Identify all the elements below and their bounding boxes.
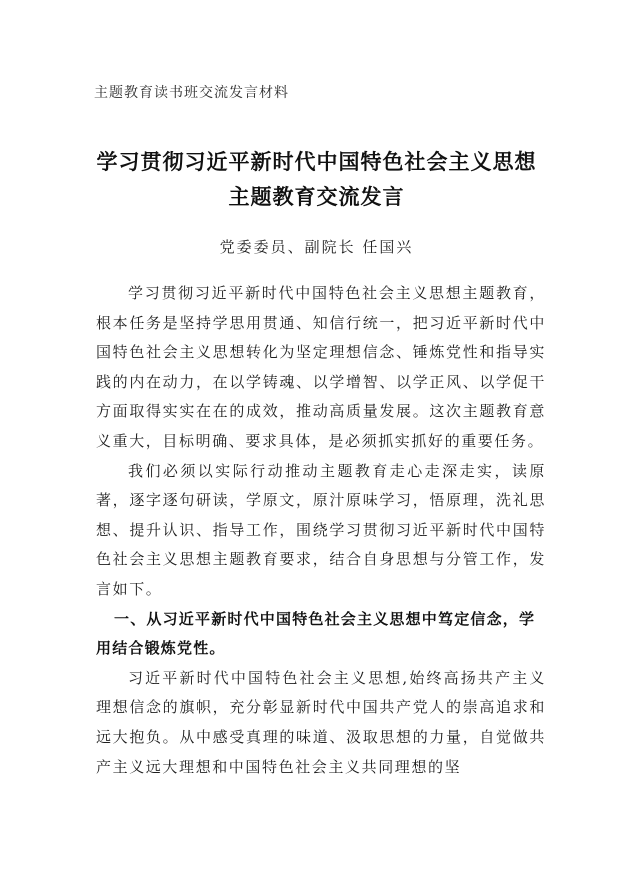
section-heading-1: 一、从习近平新时代中国特色社会主义思想中笃定信念，学用结合锻炼党性。 bbox=[96, 609, 536, 658]
document-title-line-2: 主题教育交流发言 bbox=[228, 185, 405, 209]
section-paragraph-1: 习近平新时代中国特色社会主义思想,始终高扬共产主义理想信念的旗帜，充分彰显新时代中国共产党人的崇高追求和远大抱负。从中感受真理的味道、汲取思想的力量，自觉做共产主义远大理想和中国特色社会主义共同理想的坚 bbox=[96, 668, 546, 776]
author-byline: 党委委员、副院长 任国兴 bbox=[219, 238, 414, 256]
document-title-line-1: 学习贯彻习近平新时代中国特色社会主义思想 bbox=[96, 150, 537, 174]
body-paragraph-1: 学习贯彻习近平新时代中国特色社会主义思想主题教育，根本任务是坚持学思用贯通、知信行统一，把习近平新时代中国特色社会主义思想转化为坚定理想信念、锤炼党性和指导实践的内在动力，在以学铸魂、以学增智、以学正风、以学促干方面取得实实在在的成效，推动高质量发展。这次主题教育意义重大，目标明确、要求具体，是必须抓实抓好的重要任务。 bbox=[96, 284, 546, 450]
body-paragraph-2: 我们必须以实际行动推动主题教育走心走深走实，读原著，逐字逐句研读，学原文，原汁原味学习，悟原理，洗礼思想、提升认识、指导工作，围绕学习贯彻习近平新时代中国特色社会主义思想主题教育要求，结合自身思想与分管工作，发言如下。 bbox=[96, 461, 546, 598]
document-header-label: 主题教育读书班交流发言材料 bbox=[94, 85, 289, 101]
document-body bbox=[96, 279, 546, 782]
